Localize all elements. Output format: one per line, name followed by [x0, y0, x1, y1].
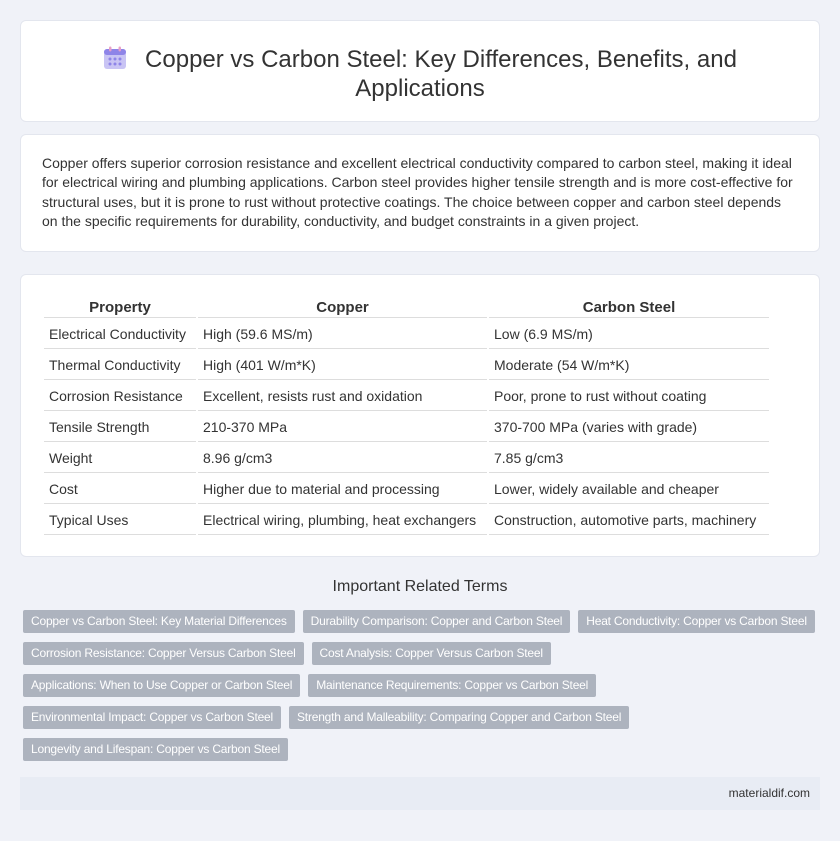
- table-row: [44, 444, 769, 473]
- table-row: [44, 506, 769, 535]
- table-row: [44, 413, 769, 442]
- table-row: [44, 382, 769, 411]
- footer-site-link[interactable]: materialdif.com: [728, 786, 810, 800]
- related-term-tag[interactable]: Heat Conductivity: Copper vs Carbon Steel: [578, 610, 815, 633]
- table-row: [44, 475, 769, 504]
- table-cell: High (401 W/m*K): [198, 351, 487, 380]
- column-header-carbon-steel: Carbon Steel: [489, 297, 769, 318]
- table-cell: 370-700 MPa (varies with grade): [489, 413, 769, 442]
- table-cell: Electrical Conductivity: [44, 320, 196, 349]
- table-cell: 210-370 MPa: [198, 413, 487, 442]
- header-card: [20, 20, 820, 122]
- table-cell: Higher due to material and processing: [198, 475, 487, 504]
- column-header-copper: Copper: [198, 297, 487, 318]
- table-cell: High (59.6 MS/m): [198, 320, 487, 349]
- related-term-tag[interactable]: Environmental Impact: Copper vs Carbon Steel: [23, 706, 281, 729]
- table-cell: Moderate (54 W/m*K): [489, 351, 769, 380]
- table-cell: Poor, prone to rust without coating: [489, 382, 769, 411]
- page-title-text: Copper vs Carbon Steel: Key Differences, Benefits, and Applications: [145, 46, 737, 102]
- related-terms-list: [23, 610, 823, 761]
- table-row: [44, 320, 769, 349]
- table-cell: Typical Uses: [44, 506, 196, 535]
- table-cell: Construction, automotive parts, machinery: [489, 506, 769, 535]
- calendar-icon: [103, 46, 127, 70]
- page-title: [61, 45, 779, 103]
- table-cell: 7.85 g/cm3: [489, 444, 769, 473]
- related-term-tag[interactable]: Cost Analysis: Copper Versus Carbon Steel: [312, 642, 551, 665]
- summary-card: [20, 134, 820, 252]
- related-terms-title: Important Related Terms: [332, 578, 508, 595]
- column-header-property: Property: [44, 297, 196, 318]
- table-row: [44, 351, 769, 380]
- summary-text: Copper offers superior corrosion resistance and excellent electrical conductivity compared to carbon steel, making it ideal for electrical wiring and plumbing applications. Carbon steel provides higher tensile strength and is more cost-effective for structural uses, but it is prone to rust without protective coatings. The choice between copper and carbon steel depends on the specific requirements for durability, conductivity, and budget constraints in a given project.: [42, 155, 793, 229]
- related-term-tag[interactable]: Applications: When to Use Copper or Carbon Steel: [23, 674, 300, 697]
- related-term-tag[interactable]: Longevity and Lifespan: Copper vs Carbon Steel: [23, 738, 288, 761]
- table-cell: Electrical wiring, plumbing, heat exchangers: [198, 506, 487, 535]
- comparison-table: [42, 295, 771, 537]
- table-header-row: [44, 297, 769, 318]
- table-cell: Lower, widely available and cheaper: [489, 475, 769, 504]
- related-term-tag[interactable]: Corrosion Resistance: Copper Versus Carbon Steel: [23, 642, 304, 665]
- table-cell: Weight: [44, 444, 196, 473]
- table-cell: Excellent, resists rust and oxidation: [198, 382, 487, 411]
- table-cell: Low (6.9 MS/m): [489, 320, 769, 349]
- footer: [20, 777, 820, 810]
- related-term-tag[interactable]: Strength and Malleability: Comparing Copper and Carbon Steel: [289, 706, 629, 729]
- table-cell: Thermal Conductivity: [44, 351, 196, 380]
- table-cell: Tensile Strength: [44, 413, 196, 442]
- related-term-tag[interactable]: Maintenance Requirements: Copper vs Carbon Steel: [308, 674, 596, 697]
- table-cell: Cost: [44, 475, 196, 504]
- related-term-tag[interactable]: Copper vs Carbon Steel: Key Material Differences: [23, 610, 295, 633]
- table-cell: 8.96 g/cm3: [198, 444, 487, 473]
- table-cell: Corrosion Resistance: [44, 382, 196, 411]
- related-term-tag[interactable]: Durability Comparison: Copper and Carbon Steel: [303, 610, 571, 633]
- comparison-table-card: [20, 274, 820, 557]
